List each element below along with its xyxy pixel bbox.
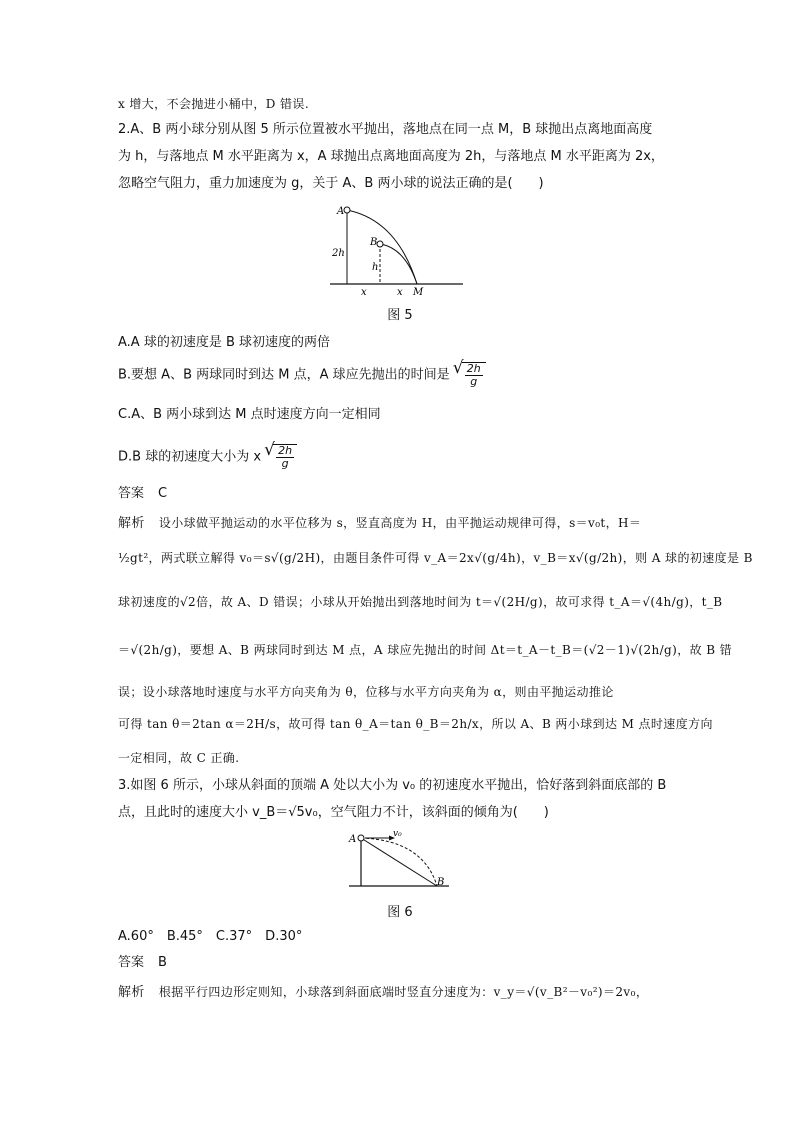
q2-analysis-line-5: 误；设小球落地时速度与水平方向夹角为 θ，位移与水平方向夹角为 α，则由平抛运动推论 — [118, 685, 614, 699]
q2-option-b-numerator: √ 2h — [466, 362, 481, 375]
q2-analysis-line-7: 一定相同，故 C 正确. — [118, 751, 240, 765]
label-v0: v₀ — [393, 829, 402, 839]
q2-analysis-line-1 — [118, 513, 641, 534]
q2-analysis-text-1: 设小球做平抛运动的水平位移为 s，竖直高度为 H，由平抛运动规律可得，s＝v₀t，H＝ — [158, 516, 642, 530]
q2-stem-line-1: 2.A、B 两小球分别从图 5 所示位置被水平抛出，落地点在同一点 M，B 球抛出点离地面高度 — [118, 122, 653, 137]
label-m: M — [413, 287, 424, 298]
q2-option-d-denominator: g — [281, 457, 289, 470]
q3-analysis-label: 解析 — [118, 985, 145, 1000]
figure-6-diagram — [343, 828, 455, 892]
q2-option-b-denominator: g — [470, 375, 478, 388]
q2-stem-line-3: 忽略空气阻力，重力加速度为 g，关于 A、B 两小球的说法正确的是( ) — [118, 176, 544, 191]
label-b: B — [437, 877, 445, 888]
a-trajectory — [347, 210, 417, 284]
label-a: A — [349, 834, 357, 845]
label-x-2: x — [397, 287, 403, 298]
figure-5-diagram — [325, 200, 470, 300]
continuation-text: x 增大，不会抛进小桶中，D 错误. — [118, 97, 310, 111]
q2-analysis-label: 解析 — [118, 516, 145, 531]
label-2h: 2h — [332, 248, 345, 259]
q3-answer — [118, 953, 167, 973]
q2-analysis-line-6: 可得 tan θ＝2tan α＝2H/s，故可得 tan θ_A＝tan θ_B＝2h/x，所以 A、B 两小球到达 M 点时速度方向 — [118, 717, 713, 731]
q2-answer-label: 答案 — [118, 486, 145, 501]
q3-stem-line-2: 点，且此时的速度大小 v_B＝√5v₀，空气阻力不计，该斜面的倾角为( ) — [118, 805, 549, 820]
q2-option-d-numerator: √ 2h — [278, 444, 293, 457]
q2-option-b-text: B.要想 A、B 两球同时到达 M 点，A 球应先抛出的时间是 — [118, 367, 450, 383]
ball-a — [344, 207, 350, 213]
label-a: A — [337, 206, 345, 217]
q3-analysis-text-1: 根据平行四边形定则知，小球落到斜面底端时竖直分速度为：v_y＝√(v_B²－v₀²)＝2v₀， — [158, 985, 649, 999]
q2-answer — [118, 484, 167, 504]
q2-option-a: A.A 球的初速度是 B 球初速度的两倍 — [118, 335, 331, 350]
q2-analysis-line-3: 球初速度的√2倍，故 A、D 错误；小球从开始抛出到落地时间为 t＝√(2H/g)，故可求得 t_A＝√(4h/g)，t_B — [118, 595, 723, 609]
q3-options: A.60° B.45° C.37° D.30° — [118, 929, 303, 944]
q2-option-c: C.A、B 两小球到达 M 点时速度方向一定相同 — [118, 407, 381, 422]
ball-a — [358, 835, 364, 841]
q2-analysis-line-4: ＝√(2h/g)，要想 A、B 两球同时到达 M 点，A 球应先抛出的时间 Δt＝t_A－t_B＝(√2－1)√(2h/g)，故 B 错 — [118, 643, 733, 657]
incline-line — [361, 838, 437, 886]
q3-stem-line-1: 3.如图 6 所示，小球从斜面的顶端 A 处以大小为 v₀ 的初速度水平抛出，恰好落到斜面底部的 B — [118, 778, 667, 793]
q3-answer-label: 答案 — [118, 955, 145, 970]
q2-stem-line-2: 为 h，与落地点 M 水平距离为 x，A 球抛出点离地面高度为 2h，与落地点 M 水平距离为 2x， — [118, 149, 664, 164]
b-trajectory — [380, 244, 417, 284]
label-b: B — [370, 237, 378, 248]
label-x-1: x — [361, 287, 367, 298]
q3-analysis-line-1 — [118, 982, 648, 1003]
figure-5-caption: 图 5 — [387, 308, 413, 323]
figure-6-caption: 图 6 — [387, 905, 413, 920]
q2-analysis-line-2: ½gt²，两式联立解得 v₀＝s√(g/2H)，由题目条件可得 v_A＝2x√(g/4h)，v_B＝x√(g/2h)，则 A 球的初速度是 B — [118, 551, 753, 565]
ball-b — [377, 241, 383, 247]
q2-answer-value: C — [158, 486, 168, 501]
q2-option-d-text: D.B 球的初速度大小为 x — [118, 449, 262, 465]
q2-option-b-sqrt — [462, 362, 486, 388]
q2-option-b — [118, 362, 486, 388]
q2-option-d-sqrt — [273, 444, 297, 470]
label-h: h — [372, 262, 379, 273]
q2-option-d — [118, 444, 297, 470]
q3-answer-value: B — [158, 955, 167, 970]
